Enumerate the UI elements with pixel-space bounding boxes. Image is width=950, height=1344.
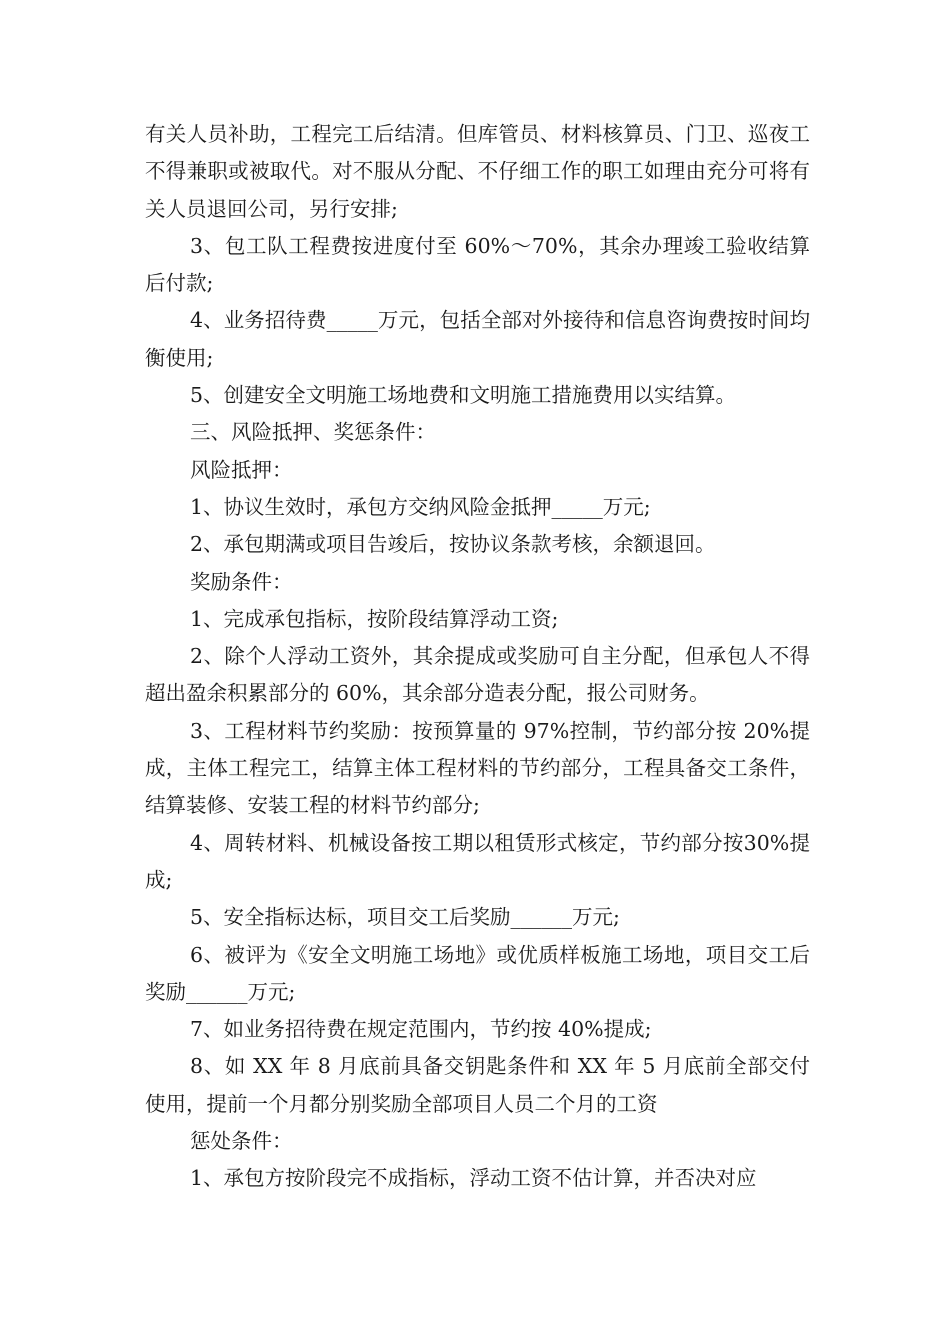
paragraph: 4、业务招待费_____万元，包括全部对外接待和信息咨询费按时间均衡使用; bbox=[145, 308, 810, 370]
paragraph: 1、承包方按阶段完不成指标，浮动工资不估计算，并否决对应 bbox=[190, 1166, 757, 1191]
paragraph: 2、承包期满或项目告竣后，按协议条款考核，余额退回。 bbox=[190, 532, 716, 557]
paragraph: 5、创建安全文明施工场地费和文明施工措施费用以实结算。 bbox=[190, 383, 737, 408]
paragraph: 3、工程材料节约奖励：按预算量的 97%控制，节约部分按 20%提成，主体工程完工，结算主体工程材料的节约部分，工程具备交工条件，结算装修、安装工程的材料节约部分; bbox=[145, 718, 810, 818]
subheading: 惩处条件： bbox=[190, 1129, 293, 1154]
paragraph: 3、包工队工程费按进度付至 60%～70%，其余办理竣工验收结算后付款; bbox=[145, 233, 810, 296]
subheading: 风险抵押： bbox=[190, 457, 293, 482]
paragraph: 有关人员补助，工程完工后结清。但库管员、材料核算员、门卫、巡夜工不得兼职或被取代。对不服从分配、不仔细工作的职工如理由充分可将有关人员退回公司，另行安排; bbox=[145, 122, 810, 221]
section-heading: 三、风险抵押、奖惩条件： bbox=[190, 420, 436, 445]
paragraph: 2、除个人浮动工资外，其余提成或奖励可自主分配，但承包人不得超出盈余积累部分的 60%，其余部分造表分配，报公司财务。 bbox=[145, 644, 810, 706]
paragraph: 1、完成承包指标，按阶段结算浮动工资; bbox=[190, 606, 559, 631]
document-body bbox=[145, 116, 810, 1198]
paragraph: 7、如业务招待费在规定范围内，节约按 40%提成; bbox=[190, 1017, 652, 1042]
paragraph: 1、协议生效时，承包方交纳风险金抵押_____万元; bbox=[190, 494, 651, 519]
paragraph: 8、如 XX 年 8 月底前具备交钥匙条件和 XX 年 5 月底前全部交付使用，提前一个月都分别奖励全部项目人员二个月的工资 bbox=[145, 1054, 810, 1116]
paragraph: 6、被评为《安全文明施工场地》或优质样板施工场地，项目交工后奖励______万元; bbox=[145, 942, 810, 1004]
paragraph: 4、周转材料、机械设备按工期以租赁形式核定，节约部分按30%提成; bbox=[145, 830, 810, 892]
paragraph: 5、安全指标达标，项目交工后奖励______万元; bbox=[190, 905, 620, 930]
subheading: 奖励条件： bbox=[190, 569, 293, 594]
